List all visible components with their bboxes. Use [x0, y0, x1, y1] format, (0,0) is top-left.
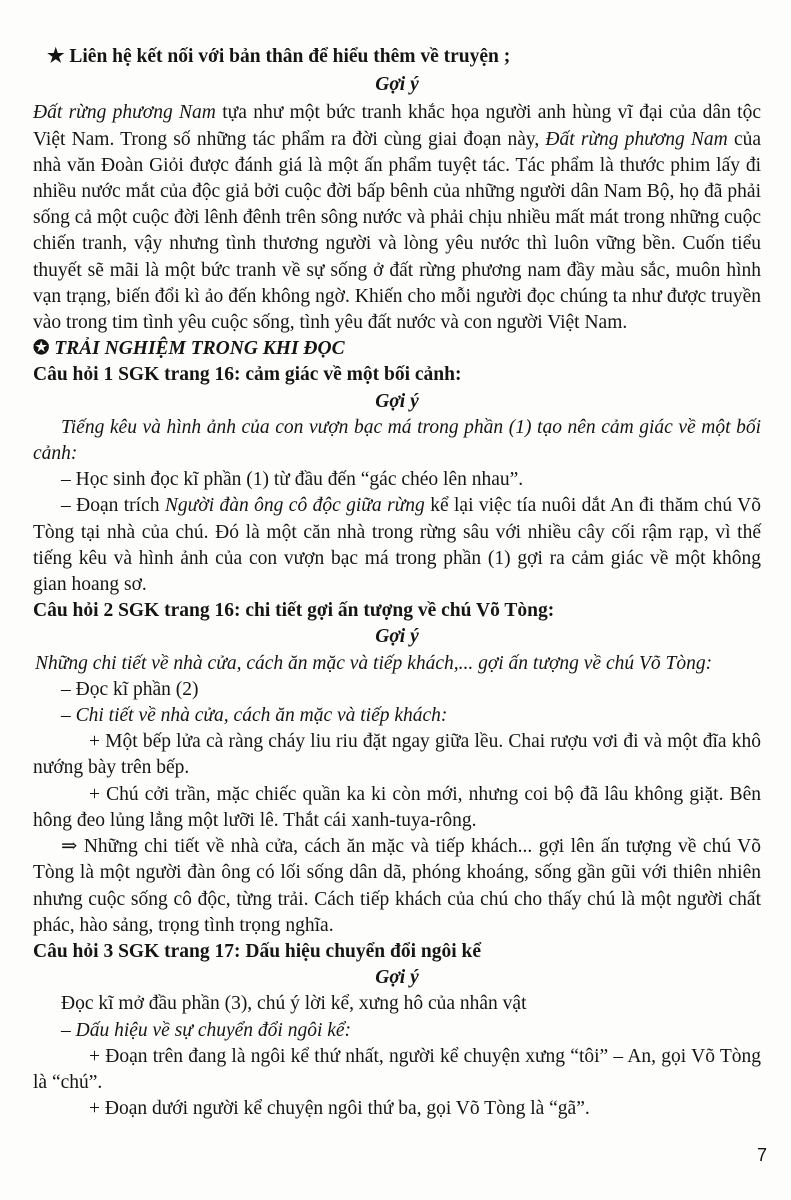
intro-heading-text: Liên hệ kết nối với bản thân để hiểu thêm về truyện ; — [69, 46, 511, 67]
intro-text-part-2: của nhà văn Đoàn Giỏi được đánh giá là một ấn phẩm tuyệt tác. Tác phẩm là thước phim lấy đi nhiều nước mắt của độc giả bởi cuộc đời bấp bênh của những người dân Nam Bộ, họ đã phải sống cả một cuộc đời lênh đênh trên sông nước và phải chịu nhiều mất mát trong những cuộc chiến tranh, vậy nhưng tình thương người và lòng yêu nước thì luôn vững bền. Cuốn tiểu thuyết sẽ mãi là một bức tranh về sự sống ở đất rừng phương nam đầy màu sắc, muôn hình vạn trạng, biến đổi kì ảo đến không ngờ. Khiến cho mỗi người đọc chúng ta như được truyền vào trong tim tình yêu cuộc sống, tình yêu đất nước và con người Việt Nam. — [33, 128, 762, 334]
hint-label: Gợi ý — [375, 626, 419, 648]
question-1-line-2-prefix: – Đoạn trích — [61, 495, 165, 517]
hint-label: Gợi ý — [375, 967, 419, 989]
question-3-line-2: – Dấu hiệu về sự chuyển đổi ngôi kể: — [61, 1019, 352, 1041]
hint-label: Gợi ý — [375, 390, 419, 412]
question-3-heading: Câu hỏi 3 SGK trang 17: Dấu hiệu chuyển đổi ngôi kể — [33, 940, 482, 962]
question-2-lead: Những chi tiết về nhà cửa, cách ăn mặc và tiếp khách,... gợi ấn tượng về chú Võ Tòng: — [35, 652, 713, 674]
question-1-line-2-rest: kể lại việc tía nuôi dắt An đi thăm chú Võ Tòng tại nhà của chú. Đó là một căn nhà trong rừng sâu với nhiều cây cối rậm rạp, vì thế tiếng kêu và hình ảnh của con vượn bạc má trong phần (1) gợi ra cảm giác về một không gian hoang sơ. — [33, 495, 762, 596]
intro-heading — [33, 44, 761, 70]
page-content — [33, 44, 761, 1122]
question-2-line-1: – Đọc kĩ phần (2) — [61, 678, 199, 700]
book-title: Đất rừng phương Nam — [545, 128, 728, 150]
intro-text-part-1: tựa như một bức tranh khắc họa người anh hùng vĩ đại của dân tộc Việt Nam. Trong số những tác phẩm ra đời cùng giai đoạn này, — [33, 102, 761, 150]
question-1-lead: Tiếng kêu và hình ảnh của con vượn bạc má trong phần (1) tạo nên cảm giác về một bối cảnh: — [33, 416, 761, 465]
section-heading — [33, 336, 761, 362]
question-1-heading: Câu hỏi 1 SGK trang 16: cảm giác về một bối cảnh: — [33, 364, 462, 386]
question-3-line-1: Đọc kĩ mở đầu phần (3), chú ý lời kể, xưng hô của nhân vật — [61, 993, 527, 1015]
question-2-plus-2: + Chú cởi trần, mặc chiếc quần ka ki còn mới, nhưng coi bộ đã lâu không giặt. Bên hông đeo lủng lẳng một lưỡi lê. Thắt cái xanh-tuya-rông. — [33, 783, 761, 831]
question-1-line-1: – Học sinh đọc kĩ phần (1) từ đầu đến “gác chéo lên nhau”. — [61, 469, 524, 491]
question-2-conclusion-text: Những chi tiết về nhà cửa, cách ăn mặc và tiếp khách... gợi lên ấn tượng về chú Võ Tòng là một người đàn ông có lối sống dân dã, phóng khoáng, sống gần gũi với thiên nhiên nhưng cuộc sống cô độc, từng trải. Cách tiếp khách của chú cho thấy chú là một người chất phác, hào sảng, trọng tình trọng nghĩa. — [33, 836, 762, 936]
circled-star-icon: ✪ — [33, 338, 50, 360]
star-icon: ★ — [47, 46, 65, 67]
section-heading-text: TRẢI NGHIỆM TRONG KHI ĐỌC — [54, 338, 345, 360]
excerpt-title: Người đàn ông cô độc giữa rừng — [164, 495, 425, 517]
intro-paragraph — [33, 100, 761, 336]
question-3-plus-1: + Đoạn trên đang là ngôi kể thứ nhất, người kể chuyện xưng “tôi” – An, gọi Võ Tòng là “chú”. — [33, 1045, 761, 1093]
hint-label: Gợi ý — [375, 74, 419, 96]
page-number: 7 — [756, 1145, 767, 1165]
book-title: Đất rừng phương Nam — [33, 102, 216, 124]
question-2-conclusion — [33, 834, 761, 939]
question-2-plus-1: + Một bếp lửa cà ràng cháy liu riu đặt ngay giữa lều. Chai rượu vơi đi và một đĩa khô nướng bày trên bếp. — [33, 731, 761, 779]
implies-arrow-icon: ⇒ — [61, 836, 78, 858]
question-2-heading: Câu hỏi 2 SGK trang 16: chi tiết gợi ấn tượng về chú Võ Tòng: — [33, 600, 555, 622]
question-3-plus-2: + Đoạn dưới người kể chuyện ngôi thứ ba, gọi Võ Tòng là “gã”. — [89, 1098, 590, 1120]
question-1-line-2 — [33, 493, 761, 598]
question-2-line-2: – Chi tiết về nhà cửa, cách ăn mặc và tiếp khách: — [61, 705, 448, 727]
